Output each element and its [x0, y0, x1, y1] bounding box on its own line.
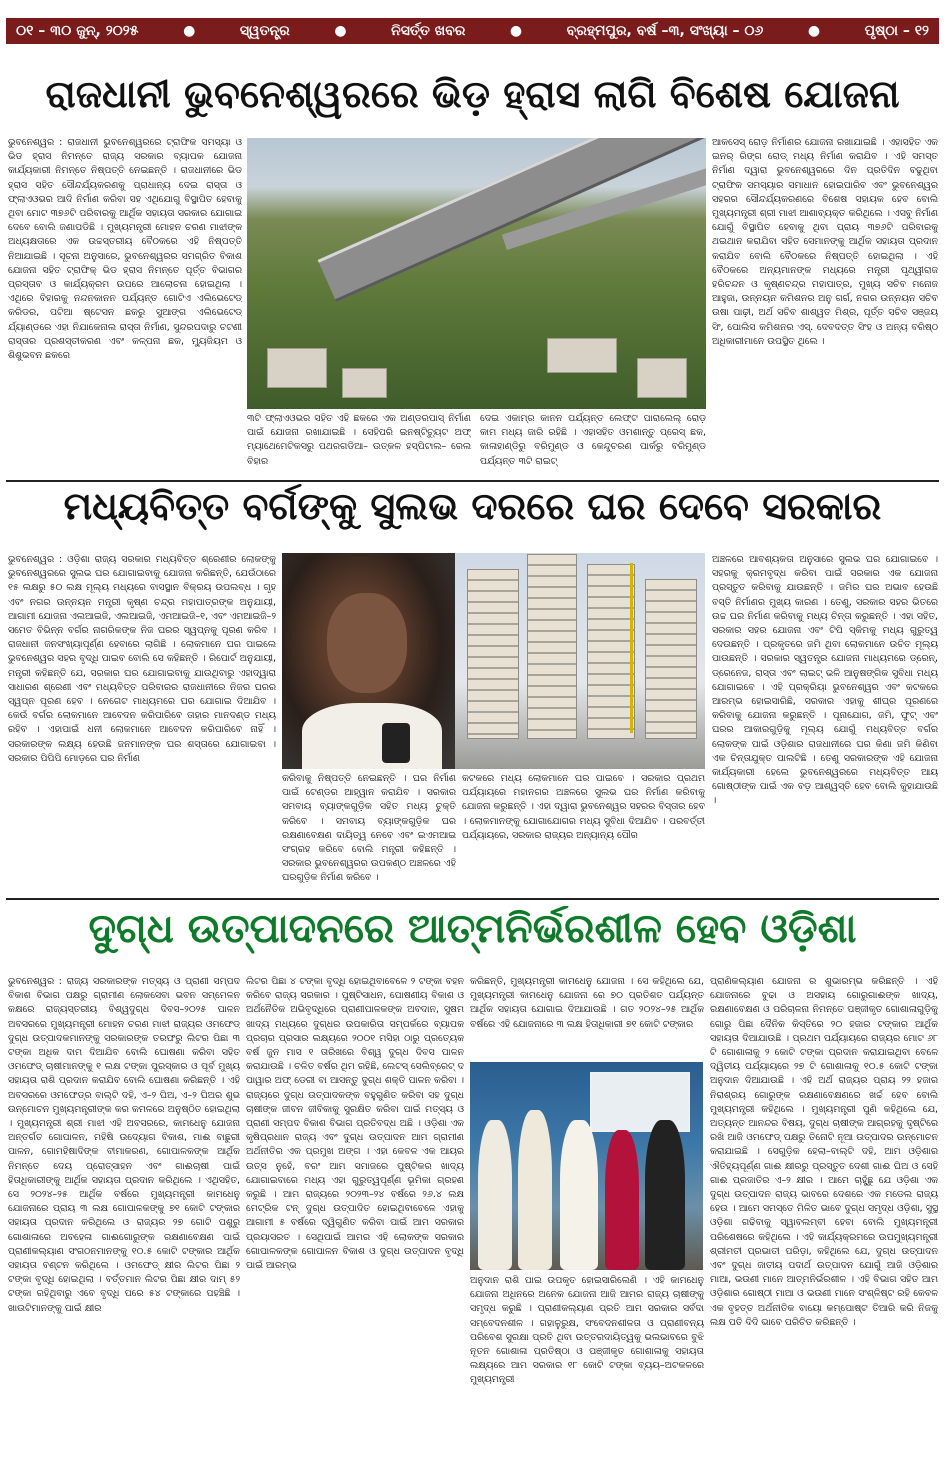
bullet: ● — [807, 23, 821, 39]
paper-name: ସ୍ୱତନ୍ତ୍ର — [239, 23, 290, 39]
story2-column1: ଭୁବନେଶ୍ୱର : ଓଡ଼ିଶା ରାଜ୍ୟ ସରକାର ମଧ୍ୟବିତ୍ତ ଶ୍ରେଣୀର ଲୋକଙ୍କୁ ଭୁବନେଶ୍ୱରରେ ସୁଲଭ ଘର ଯୋଗାଇବାକୁ ଯୋଜନା କରିଛନ୍ତି, ଯେଉଁଠାରେ ୧୫ ଲକ୍ଷରୁ ୫୦ ଲକ୍ଷ ମୂଲ୍ୟ ମଧ୍ୟରେ ବାସସ୍ଥାନ ବିକ୍ରୟ ଉପଲବ୍ଧ । ଗୃହ ଏବଂ ନଗର ଉନ୍ନୟନ ମନ୍ତ୍ରୀ କୃଷ୍ଣ ଚନ୍ଦ୍ର ମହାପାତ୍ରଙ୍କ ଅନୁଯାୟୀ, ଆଗାମୀ ଯୋଜନା ଏଲଆଇଜି, ଏଲଆଇଜି, ଏମଆଇଜି–୧, ଏବଂ ଏମଆଇଜି–୨ ସମେତ ବିଭିନ୍ନ ବର୍ଗର ନାଗରିକଙ୍କ ନିଜ ଘରର ସ୍ୱପ୍ନକୁ ପୂରଣ କରିବ । ରାଜଧାନୀ ଜନସଂଖ୍ୟାପୂର୍ଣ୍ଣ ହେବାରେ ଲାଗିଛି । ଲୋକମାନେ ଘର ପାଇଲେ ଭୁବନେଶ୍ୱର ସହର ବୃଦ୍ଧି ପାଇବ ବୋଲି ସେ କହିଛନ୍ତି । ରିପୋର୍ଟ ଅନୁଯାୟୀ, ମନ୍ତ୍ରୀ କହିଛନ୍ତି ଯେ, ସରକାର ଘର ଯୋଗାଇବାକୁ ଯାଉଥିବାରୁ ଏହାଦ୍ୱାରା ସାଧାରଣ ଶ୍ରେଣୀ ଏବଂ ମଧ୍ୟବିତ୍ତ ପରିବାରର ରାଜଧାନୀରେ ନିଜର ଘରର ସ୍ୱପ୍ନ ପୂରଣ ହେବ । ନେଗେଟ ମାଧ୍ୟମରେ ଘର ଯୋଗାଇ ଦିଆଯିବ । କେଉଁ ବର୍ଗର ଲୋକମାନେ ଆବେଦନ କରିପାରିବେ ତାହାର ମାନଦଣ୍ଡ ମଧ୍ୟ ରହିବ । ଏହାପାଇଁ ଧନୀ ଲୋକମାନେ ଆବେଦନ କରିପାରିବେ ନାହିଁ । ସରକାରଙ୍କ ଲକ୍ଷ୍ୟ ହେଉଛି ଜନମାନଙ୍କ ଘର ଶସ୍ତାରେ ଯୋଗାଇବା । ସରକାର ପିପିପି ମୋଡ଼ରେ ଘର ନିର୍ମାଣ — [8, 554, 276, 764]
building — [267, 348, 327, 388]
story3-column3-top: କରିଛନ୍ତି, ମୁଖ୍ୟମନ୍ତ୍ରୀ କାମଧେନୁ ଯୋଜନା । ସେ କହିଥିଲେ ଯେ, ମୁଖ୍ୟମନ୍ତ୍ରୀ କାମଧେନୁ ଯୋଜନା ରେ ୭୦ ପ୍ରତିଶତ ପର୍ଯ୍ୟନ୍ତ ଆର୍ଥିକ ସହାୟତା ଯୋଗାଇ ଦିଆଯାଉଛି । ଗତ ୨୦୨୪–୨୫ ଆର୍ଥିକ ବର୍ଷରେ ଏହି ଯୋଜନାରେ ୩ ଲକ୍ଷ ହିତାଧିକାରୀ ୭୧ କୋଟି ଟଙ୍କାର — [470, 976, 704, 1030]
divider — [6, 480, 939, 482]
issue-date: ୦୧ – ୩୦ ଜୁନ୍, ୨୦୨୫ — [16, 23, 139, 39]
bullet: ● — [183, 23, 196, 39]
shirt — [302, 703, 442, 769]
story1-headline: ରାଜଧାନୀ ଭୁବନେଶ୍ୱରରେ ଭିଡ଼ ହ୍ରାସ ଲାଗି ବିଶେଷ ଯୋଜନା — [45, 72, 900, 116]
minister-photo — [282, 553, 455, 769]
masthead — [0, 0, 945, 62]
tower — [527, 554, 577, 739]
dairy-event-photo — [470, 1062, 703, 1270]
tower — [587, 564, 635, 739]
person — [560, 1120, 598, 1270]
bullet: ● — [509, 23, 523, 39]
story3-column1: ଭୁବନେଶ୍ୱର : ରାଜ୍ୟ ସରକାରଙ୍କ ମତ୍ସ୍ୟ ଓ ପ୍ରାଣୀ ସମ୍ପଦ ବିକାଶ ବିଭାଗ ପକ୍ଷରୁ ଗ୍ରାମୀଣ ଲୋକସେବା ଭବନ ସମ୍ମେଳନ କକ୍ଷରେ ରାଜ୍ୟସ୍ତରୀୟ ବିଶ୍ୱଦୁଗ୍ଧ ଦିବସ–୨୦୨୫ ପାଳନ ଅବସରରେ ମୁଖ୍ୟମନ୍ତ୍ରୀ ମୋହନ ଚରଣ ମାଝୀ ରାଜ୍ୟର ଓମଫେଡ୍ ଦୁଗ୍ଧ ଉତ୍ପାଦକମାନଙ୍କୁ ସରକାରଙ୍କ ତରଫରୁ ଲିଟର ପିଛା ୩ ଟଙ୍କା ଅଧିକ ଦାମ ଦିଆଯିବ ବୋଲି ଘୋଷଣା କରିବା ସହିତ ଓମଫେଡ୍ ଚାଷୀମାନଙ୍କୁ ୧ ଲକ୍ଷ ଟଙ୍କା ପୁରସ୍କାର ଓ ପୂର୍ବ ମୁଖ୍ୟ ସହାୟତା ରାଶି ପ୍ରଦାନ କରାଯିବ ବୋଲି ଘୋଷଣା କରିଛନ୍ତି । ଏହି ଅବସରରେ ଓମଫେଡ୍ର ବାଲ୍ଟି ଦହି, ଏ–୨ ଘିଅ, ଏ–୨ ଘିଅର ଶୁଭ ଉନ୍ମୋଚନ ମୁଖ୍ୟମନ୍ତ୍ରୀଙ୍କ କର କମଳରେ ଅନୁଷ୍ଠିତ ହୋଇଥିଲା । ମୁଖ୍ୟମନ୍ତ୍ରୀ ଶ୍ରୀ ମାଝୀ ଏହି ଅବସରରେ, କାମଧେନୁ ଯୋଜନା ଅନ୍ତର୍ଗତ ଗୋପାଳନ, ମହିଷି ଉଦ୍ୟୋଗ ବିକାଶ, ମାଈ ବାଛୁରୀ ପାଳନ, ଗୋମହିଷାଦିଙ୍କ ବୀମାକରଣ, ଗୋପାଳକଙ୍କ ଆର୍ଥିକ ନିମନ୍ତେ ଦେୟ ପ୍ରୋତ୍ସାହନ ଏବଂ ଗାଈଚାଷୀ ପାଇଁ ହିତାଧିକାରୀଙ୍କୁ ଆର୍ଥିକ ସହାୟତା ପ୍ରଦାନ କରିଥିଲେ । ଏଥିସହିତ, ସେ ୨୦୨୪–୨୫ ଆର୍ଥିକ ବର୍ଷରେ ମୁଖ୍ୟମନ୍ତ୍ରୀ କାମଧେନୁ ଯୋଜନାରେ ପ୍ରାୟ ୩ ଲକ୍ଷ ଗୋପାଳକଙ୍କୁ ୭୧ କୋଟି ଟଙ୍କାର ସହାୟତା ପ୍ରଦାନ କରିଥିଲେ ଓ ରାଜ୍ୟର ୨୭ ଗୋଟି ପଶୁରୁ ଗୋଶାଳାରେ ଅବହେଳା ଗାଈଗୋରୁଙ୍କ ରକ୍ଷଣାବେକ୍ଷଣ ପାଇଁ ପ୍ରାଣୀକଲ୍ୟାଣ ସଂଗଠନମାନଙ୍କୁ ୧୦.୫ କୋଟି ଟଙ୍କାର ଆର୍ଥିକ ସହାୟତା ବଣ୍ଟନ କରିଥିଲେ । ଓମଫେଡ୍ କ୍ଷୀର ଲିଟର ପିଛା ୨ ଟଙ୍କା ବୃଦ୍ଧି ହୋଇଥିଲା । ବର୍ତ୍ତମାନ ଲିଟର ପିଛା କ୍ଷୀର ଦାମ୍ ୫୨ ଟଙ୍କା ରହିଥିବାରୁ ଏବେ ବୃଦ୍ଧି ପରେ ୫୪ ଟଙ୍କାରେ ପହଞ୍ଚିଛି । ଖାଉଟିମାନଙ୍କୁ ପାଇଁ କ୍ଷୀର — [8, 976, 240, 1314]
person — [518, 1110, 552, 1270]
bullet: ● — [334, 23, 347, 39]
divider — [6, 898, 939, 900]
place-issue: ବ୍ରହ୍ମପୁର, ବର୍ଷ –୩, ସଂଖ୍ୟା – ୦୬ — [566, 23, 764, 39]
story3-headline: ଦୁଗ୍ଧ ଉତ୍ପାଦନରେ ଆତ୍ମନିର୍ଭରଶୀଳ ହେବ ଓଡ଼ିଶା — [88, 906, 857, 952]
flyover-road — [318, 138, 706, 302]
building — [342, 368, 387, 398]
masthead-strip — [6, 18, 939, 44]
face — [327, 593, 407, 693]
story3-column2: ଲିଟର ପିଛା ୪ ଟଙ୍କା ବୃଦ୍ଧି ହୋଇଥିବାବେଳେ ୨ ଟଙ୍କା ବହନ କରିବେ ରାଜ୍ୟ ସରକାର । ପୁଷ୍ଟିସାଧନ, ପୋଷଣୀୟ ବିକାଶ ଓ ଅର୍ଥନୈତିକ ଅଭିବୃଦ୍ଧିରେ ପ୍ରାଣୀପାଳକଙ୍କ ଅବଦାନ, ସୁଷମ ଖାଦ୍ୟ ମଧ୍ୟରେ ଦୁଗ୍ଧର ଉପକାରିତା ସମ୍ପର୍କରେ ବ୍ୟାପକ ପ୍ରଚାର ପ୍ରସାର ଲକ୍ଷ୍ୟରେ ୨୦୦୧ ମସିହା ଠାରୁ ପ୍ରତ୍ୟେକ ବର୍ଷ ଜୁନ ମାସ ୧ ତାରିଖରେ ବିଶ୍ୱ ଦୁଗ୍ଧ ଦିବସ ପାଳନ କରାଯାଉଛି । ଚଳିତ ବର୍ଷର ଥିମ ରହିଛି, ଲେଟସ୍ ସେଲିବ୍ରେଟ୍ ଦ ପାୱାର ଅଫ୍ ଡେରୀ ବା ଆସନ୍ତୁ ଦୁଗ୍ଧ ଶକ୍ତି ପାଳନ କରିବା । ରାଜ୍ୟରେ ଦୁଗ୍ଧ ଉତ୍ପାଦକଙ୍କ ବହୁଗୁଣିତ କରିବା ସହ ଦୁଗ୍ଧ ଚାଷୀଙ୍କ ଜୀବନ ଜୀବିକାକୁ ସୁରକ୍ଷିତ କରିବା ପାଇଁ ମତ୍ସ୍ୟ ଓ ପ୍ରାଣୀ ସମ୍ପଦ ବିକାଶ ବିଭାଗ ପ୍ରତିବଦ୍ଧ ଅଛି । ଓଡ଼ିଶା ଏକ କୃଷିପ୍ରଧାନ ରାଜ୍ୟ ଏବଂ ଦୁଗ୍ଧ ଉତ୍ପାଦନ ଆମ ଗ୍ରାମୀଣ ଅର୍ଥନୀତିର ଏକ ପ୍ରମୁଖ ଅଙ୍ଗ । ଏହା କେବଳ ଏକ ଆୟର ଉତ୍ସ ନୁହେଁ, ବରଂ ଆମ ସମାଜରେ ପୁଷ୍ଟିକର ଖାଦ୍ୟ ଯୋଗାଇବାରେ ମଧ୍ୟ ଏହା ଗୁରୁତ୍ୱପୂର୍ଣ୍ଣ ଭୂମିକା ଗ୍ରହଣ କରୁଛି । ଆମ ରାଜ୍ୟରେ ୨୦୨୩–୨୪ ବର୍ଷରେ ୨୬.୪ ଲକ୍ଷ ମେଟ୍ରିକ ଟନ୍ ଦୁଗ୍ଧ ଉତ୍ପାଦିତ ହୋଇଥିବାବେଳେ ଏହାକୁ ଆଗାମୀ ୫ ବର୍ଷରେ ଦ୍ୱିଗୁଣିତ କରିବା ପାଇଁ ଆମ ସରକାର ପ୍ରୟାସରତ । ସେଥିପାଇଁ ଆମର ଏହି ଲୋକଙ୍କ ସରକାର ଗୋପାଳକଙ୍କ ଗୋପାଳନ ବିକାଶ ଓ ଦୁଗ୍ଧ ଉତ୍ପାଦନ ବୃଦ୍ଧି ପାଇଁ ଆରମ୍ଭ — [246, 976, 464, 1272]
person — [645, 1120, 685, 1270]
page-number: ପୃଷ୍ଠା – ୧୨ — [864, 23, 929, 39]
story2-caption-right: କଟକରେ ମଧ୍ୟ ଲୋକମାନେ ଘର ପାଇବେ । ସରକାର ପ୍ରଥମ ପର୍ଯ୍ୟାୟରେ ମହାନଗର ଅଞ୍ଚଳରେ ସୁଲଭ ଘର ନିର୍ମାଣ କରିବାକୁ ଯୋଜନା କରୁଛନ୍ତି । ଏହା ଦ୍ୱାରା ଭୁବନେଶ୍ୱର ସହରର ବିସ୍ତାର ହେବ । ଲୋକମାନଙ୍କୁ ଯୋଗାଯୋଗର ମଧ୍ୟ ସୁବିଧା ଦିଆଯିବ । ପରବର୍ତ୍ତୀ ପର୍ଯ୍ୟାୟରେ, ସରକାର ରାଜ୍ୟର ଅନ୍ୟାନ୍ୟ ପୌର — [462, 773, 705, 841]
story3-column4: ପ୍ରାଣିକଲ୍ୟାଣ ଯୋଜନା ର ଶୁଭାରମ୍ଭ କରିଛନ୍ତି । ଏହି ଯୋଜନାରେ ବୁଢା ଓ ଅସହାୟ ଗୋରୁଗାଈଙ୍କ ଖାଦ୍ୟ, ରକ୍ଷଣାବେକ୍ଷଣ ଓ ପରିଚାଳନା ନିମନ୍ତେ ପଞ୍ଜୀକୃତ ଗୋଶାଳାଗୁଡ଼ିକୁ ଗୋରୁ ପିଛା ଦୈନିକ କିସ୍ତିରେ ୨୦ ହଜାର ଟଙ୍କାର ଆର୍ଥିକ ସହାୟତା ଦିଆଯାଉଛି । ପ୍ରଥମ ପର୍ଯ୍ୟାୟରେ ରାଜ୍ୟର ମୋଟ ୬୮ ଟି ଗୋଶାଳାକୁ ୨ କୋଟି ଟଙ୍କା ପ୍ରଦାନ କରାଯାଇଥିବା ବେଳେ ଦ୍ୱିତୀୟ ପର୍ଯ୍ୟାୟରେ ୨୭ ଟି ଗୋଶାଳାକୁ ୧୦.୫ କୋଟି ଟଙ୍କା ଅନୁଦାନ ଦିଆଯାଉଛି । ଏହି ଅର୍ଥ ରାଜ୍ୟର ପ୍ରାୟ ୨୨ ହଜାର ନିରାଶ୍ରୟ ଗୋରୁଙ୍କ ରକ୍ଷଣାବେକ୍ଷଣରେ ଖର୍ଚ୍ଚ ହେବ ବୋଲି ମୁଖ୍ୟମନ୍ତ୍ରୀ କହିଥିଲେ । ମୁଖ୍ୟମନ୍ତ୍ରୀ ପୁଣି କହିଥିଲେ ଯେ, ଅତ୍ୟନ୍ତ ଆନନ୍ଦର ବିଷୟ, ଦୁଗ୍ଧ ଚାଷୀଙ୍କ ଆଗ୍ରହକୁ ଦୃଷ୍ଟିରେ ରଖି ଆଜି ଓମଫେଡ୍ ପକ୍ଷରୁ ତିନୋଟି ନୂଆ ଉତ୍ପାଦର ଉନ୍ମୋଚନ କରାଯାଇଛି । ସେଗୁଡ଼ିକ ହେଲା–ବାଲ୍ଟି ଦହି, ଆମ ଓଡ଼ିଶାର ଐତିହ୍ୟପୂର୍ଣ୍ଣ ଗାଈ କ୍ଷୀରରୁ ପ୍ରସ୍ତୁତ ଦେଶୀ ଗାଈ ଘିଅ ଓ ସେହି ଗାଈ ପ୍ରଜାତିର ଏ–୨ କ୍ଷୀର । ଆମେ ଚାହୁଁଛୁ ଯେ ଓଡ଼ିଶା ଏକ ଦୁଗ୍ଧ ଉତ୍ପାଦନ ରାଜ୍ୟ ଭାବରେ ଦେଶରେ ଏକ ମଡେଲ ରାଜ୍ୟ ହେଉ । ଆମେ ସମସ୍ତେ ମିଳିତ ଭାବେ ଦୁଗ୍ଧ ସମୃଦ୍ଧ ଓଡ଼ିଶା, ସୁସ୍ଥ ଓଡ଼ିଶା ଗଢିବାକୁ ସ୍ୱାବଲମ୍ବୀ ହେବା ବୋଲି ମୁଖ୍ୟମନ୍ତ୍ରୀ ପରିଶେଷରେ କହିଥିଲେ । ଏହି କାର୍ଯ୍ୟକ୍ରମରେ ଉପମୁଖ୍ୟମନ୍ତ୍ରୀ ଶ୍ରୀମତୀ ପ୍ରଭାତୀ ପରିଡ଼ା, କହିଥିଲେ ଯେ, ଦୁଗ୍ଧ ଉତ୍ପାଦନ ଏବଂ ଦୁଗ୍ଧ ଜାତୀୟ ପଦାର୍ଥ ଉତ୍ପାଦନ ଯୋଗୁଁ ଆଜି ଓଡ଼ିଶାର ମାଆ, ଭଉଣୀ ମାନେ ଆତ୍ମନିର୍ଭରଶୀଳ । ଏହି ବିଭାଗ ସହିତ ଆମ ଓଡ଼ିଶାର ଗୋଷ୍ଠୀ ମାଆ ଓ ଭଉଣୀ ମାନେ ସଂଶ୍ଳିଷ୍ଟ ରହି କେବଳ ଏକ ବୃହତ୍ତ ଅର୍ଥନୀତିକ ବାୟୋ କମ୍ପୋଷ୍ଟ ତିଆରି କରି ନିଜକୁ ଲକ୍ଷ ପତି ଦିଦି ଭାବେ ପରିଚିତ କରିଛନ୍ତି । — [710, 976, 938, 1328]
story3-column3-bottom: ଅନୁଦାନ ରାଶି ପାଇ ଉପକୃତ ହୋଇସାରିଲେଣି । ଏହି କାମଧେନୁ ଯୋଜନା ଅଧିନରେ ଅନେକ ଯୋଜନା ଆଜି ଆମର ରାଜ୍ୟ ଚାଷୀଙ୍କୁ ସମୃଦ୍ଧ କରୁଛି । ପ୍ରାଣୀକଲ୍ୟାଣ ପ୍ରତି ଆମ ସରକାର ସର୍ବଦା ସମ୍ବେଦନଶୀଳ । ଗହାଳୁରୁକ୍ଷ, ସଂବେଦନଶୀଳତା ଓ ପ୍ରାଣୀବନ୍ୟ ପରିବେଶ ସୁରକ୍ଷା ପ୍ରତି ଥିବା ଉତ୍ତରଦାୟିତ୍ୱକୁ ଭଲଭାବରେ ବୁଝି ନୂତନ ଗୋଶାଳା ପ୍ରତିଷ୍ଠା ଓ ପଞ୍ଜୀକୃତ ଗୋଶାଳାକୁ ସହାୟତା ଲକ୍ଷ୍ୟରେ ଆମ ସରକାର ୧୮ କୋଟି ଟଙ୍କା ବ୍ୟୟ–ଅଟକଳରେ ମୁଖ୍ୟମନ୍ତ୍ରୀ — [470, 1275, 704, 1386]
microphone — [382, 723, 410, 763]
story1-column1: ଭୁବନେଶ୍ୱର : ରାଜଧାନୀ ଭୁବନେଶ୍ୱରରେ ଟ୍ରାଫିକ ସମସ୍ୟା ଓ ଭିଡ ହ୍ରାସ ନିମନ୍ତେ ରାଜ୍ୟ ସରକାର ବ୍ୟାପକ ଯୋଜନା କାର୍ଯ୍ୟକାରୀ ନିମନ୍ତେ ନିଷ୍ପତ୍ତି ନେଇଛନ୍ତି । ରାଜଧାନୀରେ ଭିଡ ହ୍ରାସ ସହିତ ସୌନ୍ଦର୍ଯ୍ୟକରଣକୁ ପ୍ରାଧାନ୍ୟ ଦେଇ ରାସ୍ତା ଓ ଫ୍ଲାଏଓଭର ଆଦି ନିର୍ମାଣ କରିବା ସହ ଏଥିଯୋଗୁ ବିସ୍ଥାପିତ ହେବାକୁ ଥିବା ମୋଟ ୩୭୬ଟି ପରିବାରକୁ ଆର୍ଥିକ ସହାୟତା ସରକାର ଯୋଗାଇ ଦେବେ ବୋଲି ଜଣାପଡିଛି । ମୁଖ୍ୟମନ୍ତ୍ରୀ ମୋହନ ଚରଣ ମାଝୀଙ୍କ ଅଧ୍ୟକ୍ଷତାରେ ଏକ ଉଚ୍ଚସ୍ତରୀୟ ବୈଠକରେ ଏହି ନିଷ୍ପତ୍ତି ନିଆଯାଇଛି । ସୂଚନା ଅନୁସାରେ, ଭୁବନେଶ୍ୱରର ସମଗ୍ରିତ ବିକାଶ ଯୋଜନା ସହିତ ଟ୍ରାଫିକ୍ ଭିଡ ହ୍ରାସ ନିମନ୍ତେ ପୂର୍ତ୍ତ ବିଭାଗର ପ୍ରସ୍ତାବ ଓ କାର୍ଯ୍ୟକ୍ରମ ଉପରେ ଆଲୋଚନା ହୋଇଥିଲା । ଏଥିରେ ବିହାରକୁ ନନ୍ଦନକାନନ ପର୍ଯ୍ୟନ୍ତ ଗୋଟିଏ ଏଲିଭେଟେଡ୍ କରିଡର, ପଟିଆ ଷ୍ଟେସନ ଛକରୁ ସୁଆଙ୍ଗ ଏଲିଭେଟେଡ୍ ର୍ଯ୍ୟାଣ୍ଡରେ ଏହା ନିଯାକେନାଲ ରାସ୍ତା ନିର୍ମାଣ, ସୁନ୍ଦରପଦାରୁ ଚଟଣୀ ରାସ୍ତାର ପ୍ରଶସ୍ତୀକରଣ ଏବଂ କଳ୍ପନା ଛକ, ମ୍ୟୁଜିୟମ ଓ ଶିଶୁଭବନ ଛକରେ — [8, 137, 242, 362]
story2-column3: ଅଞ୍ଚଳରେ ଆବଶ୍ୟକତା ଅନୁସାରେ ସୁଲଭ ଘର ଯୋଗାଇବେ । ସହରକୁ କ୍ରମବୃଦ୍ଧ କରିବା ପାଇଁ ସରକାର ଏକ ଯୋଜନା ପ୍ରସ୍ତୁତ କରିବାକୁ ଯାଉଛନ୍ତି । ଜମିର ଘର ଅଭାବ ହେଉଛି ବସ୍ତି ନିର୍ମାଣର ମୁଖ୍ୟ କାରଣ । ତେଣୁ, ସରକାର ସହର ଭିତରେ ଉଚ୍ଚ ଘର ନିର୍ମାଣ କରିବାକୁ ମଧ୍ୟ ଚିନ୍ତା କରୁଛନ୍ତି । ଏହା ସହିତ, ସରକାର ସହର ଯୋଜନା ଏବଂ ଟିପି ସ୍କିମକୁ ମଧ୍ୟ ଗୁରୁତ୍ୱ ଦେଉଛନ୍ତି । ପ୍ରକୃତରେ ଜମି ଥିବା ଲୋକମାନେ ଉଚିତ ମୂଲ୍ୟ ପାଉଛନ୍ତି । ସରକାର ସ୍ୱତନ୍ତ୍ର ଯୋଜନା ମାଧ୍ୟମରେ ଡ୍ରେନ୍, ଡ୍ରେନେଜ, ରାସ୍ତା ଏବଂ ଲାଇଟ୍ ଭଳି ଆନୁଷଙ୍ଗିକ ସୁବିଧା ମଧ୍ୟ ଯୋଗାଇବେ । ଏହି ପ୍ରକ୍ରିୟା ଭୁବନେଶ୍ୱର ଏବଂ କଟକରେ ଆରମ୍ଭ ହୋଇସାରିଛି, ସରକାର ଏହାକୁ ଶୀଘ୍ର ପୂରଣରେ କରିବାକୁ ଯୋଜନା କରୁଛନ୍ତି । ପୂନାଯୋଗ, ଜମି, ଫୁଟ୍ ଏବଂ ଘରର ଆକାରଗୁଡ଼ିକୁ ମୂଲ୍ୟ ଯୋଗୁଁ ମଧ୍ୟବିତ୍ତ ବର୍ଗର ଲୋକଙ୍କ ପାଇଁ ଓଡ଼ିଶାର ରାଜଧାନୀରେ ଘର କିଣା ଜମି କିଣିବା ଏକ ଚିନ୍ତାଯୁକ୍ତ ପାଲଟିଛି । ତେଣୁ ସରକାରଙ୍କ ଏହି ଯୋଜନା କାର୍ଯ୍ୟକାରୀ ହେଲେ ଭୁବନେଶ୍ୱରରେ ମଧ୍ୟବିତ୍ତ ଆୟ ଗୋଷ୍ଠୀଙ୍କ ପାଇଁ ଏକ ବଡ଼ ଆଶ୍ୱସ୍ତି ହେବ ବୋଲି କୁହାଯାଉଛି । — [712, 554, 938, 807]
tower — [645, 579, 697, 739]
tower — [467, 569, 519, 739]
housing-towers-photo — [455, 553, 705, 769]
story1-caption-left: ୩ଟି ଫ୍ଲାଏଓଭର ସହିତ ଏହି ଛକରେ ଏକ ଅଣ୍ଡରପାସ୍ ନିର୍ମାଣ ପାଇଁ ଯୋଜନା ରଖାଯାଇଛି । ସେହିପରି ଇନଷ୍ଟିଚ୍ୟୁଟ ଅଫ୍ ମ୍ୟାଥେମେଟିକସରୁ ପଥରଗଡିଆ– ଉତ୍କଳ ହସ୍ପିଟାଲ– ରେଲ ବିହାର — [247, 413, 471, 467]
person — [605, 1130, 639, 1270]
crane — [630, 563, 633, 733]
person — [478, 1120, 512, 1270]
paper-tagline: ନିସର୍ତ୍ତ ଖବର — [391, 23, 466, 39]
story2-headline: ମଧ୍ୟବିତ୍ତ ବର୍ଗଙ୍କୁ ସୁଲଭ ଦରରେ ଘର ଦେବେ ସରକାର — [63, 484, 882, 528]
story1-column3: ଆକସେସ୍ ରୋଡ଼ ନିର୍ମାଣର ଯୋଜନା ରଖାଯାଇଛି । ଏହାସହିତ ଏକ ଇନର୍ ରିଙ୍ଗ ରୋଡ୍ ମଧ୍ୟ ନିର୍ମାଣ କରାଯିବ । ଏହି ସମସ୍ତ ନିର୍ମାଣ ଦ୍ୱାରା ଭୁବନେଶ୍ୱରରେ ଦିନ ପ୍ରତିଦିନ ବଢୁଥିବା ଟ୍ରାଫିକ ସମସ୍ୟାର ସମାଧାନ ହୋଇପାରିବ ଏବଂ ଭୁବନେଶ୍ୱର ସହରର ସୌନ୍ଦର୍ଯ୍ୟକରଣରେ ବିଶେଷ ସହାୟକ ହେବ ବୋଲି ମୁଖ୍ୟମନ୍ତ୍ରୀ ଶ୍ରୀ ମାଝୀ ଆଶାବ୍ୟକ୍ତ କରିଥିଲେ । ଏସବୁ ନିର୍ମାଣ ଯୋଗୁଁ ବିସ୍ଥାପିତ ହେବାକୁ ଥିବା ପ୍ରାୟ ୩୭୬ଟି ପରିବାରକୁ ଥଇଥାନ କରାଯିବା ସହିତ ସେମାନଙ୍କୁ ଆର୍ଥିକ ସହାୟତା ପ୍ରଦାନ କରାଯିବ ବୋଲି ବୈଠକରେ ନିଷ୍ପତ୍ତି ହୋଇଥିଲା । ଏହି ବୈଠକରେ ଅନ୍ୟମାନଙ୍କ ମଧ୍ୟରେ ମନ୍ତ୍ରୀ ପୃଥ୍ୱୀରାଜ ହରିଚନ୍ଦନ ଓ କୃଷ୍ଣଚନ୍ଦ୍ର ମହାପାତ୍ର, ମୁଖ୍ୟ ସଚିବ ମନୋଜ ଆହୁଜା, ଉନ୍ନୟନ କମିଶନର ଅନୁ ଗର୍ଗ, ନଗର ଉନ୍ନୟନ ସଚିବ ଉଷା ପାଢ଼ୀ, ଅର୍ଥ ସଚିବ ଶାଶ୍ୱତ ମିଶ୍ର, ପୂର୍ତ୍ତ ସଚିବ ସଞ୍ଜୟ ସିଂ, ପୋଲିସ କମିଶନର ଏସ୍. ଦେବଦତ୍ତ ସିଂହ ଓ ଅନ୍ୟ ବରିଷ୍ଠ ଅଧିକାରୀମାନେ ଉପସ୍ଥିତ ଥିଲେ । — [712, 137, 938, 347]
story2-caption-left: କରିବାକୁ ନିଷ୍ପତ୍ତି ନେଇଛନ୍ତି । ଘର ନିର୍ମାଣ ପାଇଁ ଟେଣ୍ଡର ଆହ୍ୱାନ କରାଯିବ । ସରକାର ସମବାୟ ବ୍ୟାଙ୍କଗୁଡ଼ିକ ସହିତ ମଧ୍ୟ ଚୁକ୍ତି କରିବେ । ସମବାୟ ବ୍ୟାଙ୍କଗୁଡ଼ିକ ଘର ରକ୍ଷଣାବେକ୍ଷଣ ଦାୟିତ୍ୱ ନେବେ ଏବଂ ଇଏମଆଇ ସଂଗ୍ରହ କରିବେ ବୋଲି ମନ୍ତ୍ରୀ କହିଛନ୍ତି । ସରକାର ଭୁବନେଶ୍ୱରର ଉପକଣ୍ଠ ଅଞ୍ଚଳରେ ଏହି ଘରଗୁଡ଼ିକ ନିର୍ମାଣ କରିବେ । — [282, 773, 456, 884]
road-flyover-photo — [247, 138, 706, 409]
event-banner — [590, 1072, 690, 1132]
building — [637, 358, 687, 398]
story1-caption-right: ଦେଇ ଏକାମ୍ର କାନନ ପର୍ଯ୍ୟନ୍ତ ଲେଫ୍ଟ ପାରାଲେଲ୍ ରୋଡ଼ କାମ ମଧ୍ୟ ଜାରି ରହିଛି । ଏହାସହିତ ଓମଶାନ୍ତୁ ପ୍ରେସ୍ ଛକ, କାଳାହାଣ୍ଡିରୁ ବରିମୁଣ୍ଡ ଓ କେନ୍ଦୁଚରଣ ପାର୍କରୁ ବରିମୁଣ୍ଡ ପର୍ଯ୍ୟନ୍ତ ୩ଟି ରାଇଟ୍ — [480, 413, 706, 467]
building — [547, 338, 617, 373]
